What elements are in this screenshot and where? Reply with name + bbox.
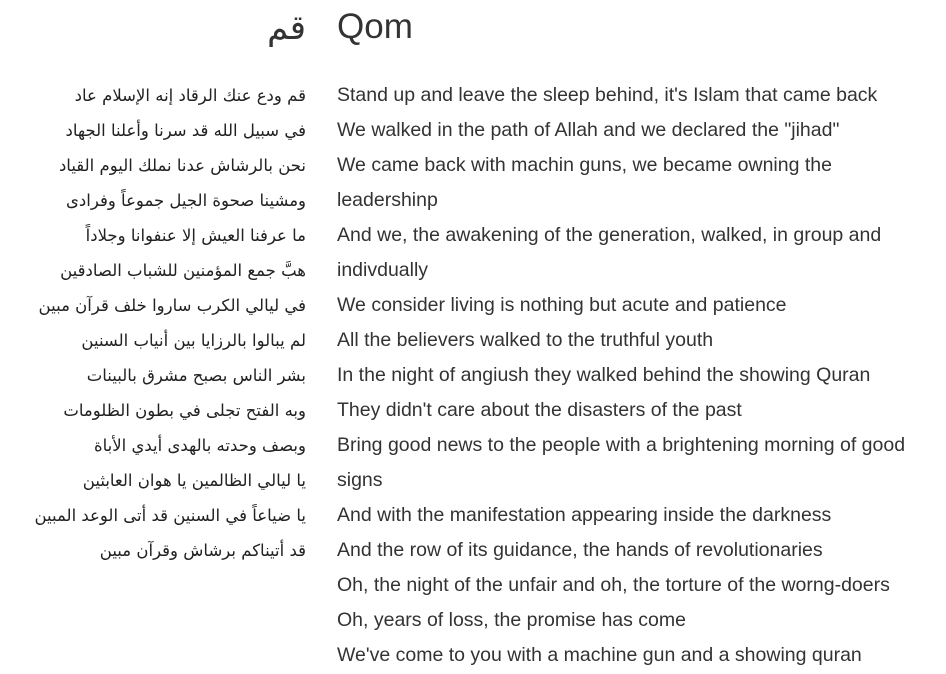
arabic-line: ما عرفنا العيش إلا عنفوانا وجلاداً: [85, 226, 306, 245]
english-line: Bring good news to the people with a brightening morning of good: [337, 434, 906, 456]
arabic-lyrics: [34, 78, 306, 568]
english-title: Qom: [337, 7, 413, 46]
arabic-line: وبه الفتح تجلى في بطون الظلومات: [63, 401, 306, 420]
arabic-title: قم: [267, 8, 306, 48]
arabic-line: في ليالي الكرب ساروا خلف قرآن مبين: [38, 296, 306, 315]
arabic-line: قم ودع عنك الرقاد إنه الإسلام عاد: [74, 86, 306, 105]
english-line: Stand up and leave the sleep behind, it's Islam that came back: [337, 84, 878, 106]
english-line: We walked in the path of Allah and we declared the "jihad": [337, 119, 840, 141]
english-line: We came back with machin guns, we became owning the: [337, 154, 832, 176]
english-line: All the believers walked to the truthful youth: [337, 329, 714, 351]
arabic-line: قد أتيناكم برشاش وقرآن مبين: [99, 541, 306, 560]
english-line: leadershinp: [337, 189, 438, 211]
arabic-line: يا ضياعاً في السنين قد أتى الوعد المبين: [34, 506, 306, 525]
arabic-line: ومشينا صحوة الجيل جموعاً وفرادى: [66, 191, 306, 210]
english-line: And the row of its guidance, the hands of revolutionaries: [337, 539, 823, 561]
english-line: And we, the awakening of the generation, walked, in group and: [337, 224, 882, 246]
english-line: They didn't care about the disasters of the past: [337, 399, 742, 421]
arabic-line: هبَّ جمع المؤمنين للشباب الصادقين: [60, 261, 306, 280]
arabic-line: لم يبالوا بالرزايا بين أنياب السنين: [81, 331, 306, 350]
english-line: We've come to you with a machine gun and a showing quran: [337, 644, 862, 666]
english-line: In the night of angiush they walked behind the showing Quran: [337, 364, 871, 386]
english-lyrics: [337, 78, 905, 673]
arabic-line: بشر الناس بصبح مشرق بالبينات: [86, 366, 306, 385]
english-line: And with the manifestation appearing inside the darkness: [337, 504, 832, 526]
english-line: Oh, years of loss, the promise has come: [337, 609, 686, 631]
arabic-line: وبصف وحدته بالهدى أيدي الأباة: [93, 436, 306, 455]
arabic-line: يا ليالي الظالمين يا هوان العابثين: [82, 471, 306, 490]
english-line: We consider living is nothing but acute and patience: [337, 294, 787, 316]
english-line: indivdually: [337, 259, 429, 281]
arabic-line: في سبيل الله قد سرنا وأعلنا الجهاد: [65, 121, 306, 140]
arabic-line: نحن بالرشاش عدنا نملك اليوم القياد: [58, 156, 306, 175]
english-line: Oh, the night of the unfair and oh, the torture of the worng-doers: [337, 574, 890, 596]
english-line: signs: [337, 469, 383, 491]
